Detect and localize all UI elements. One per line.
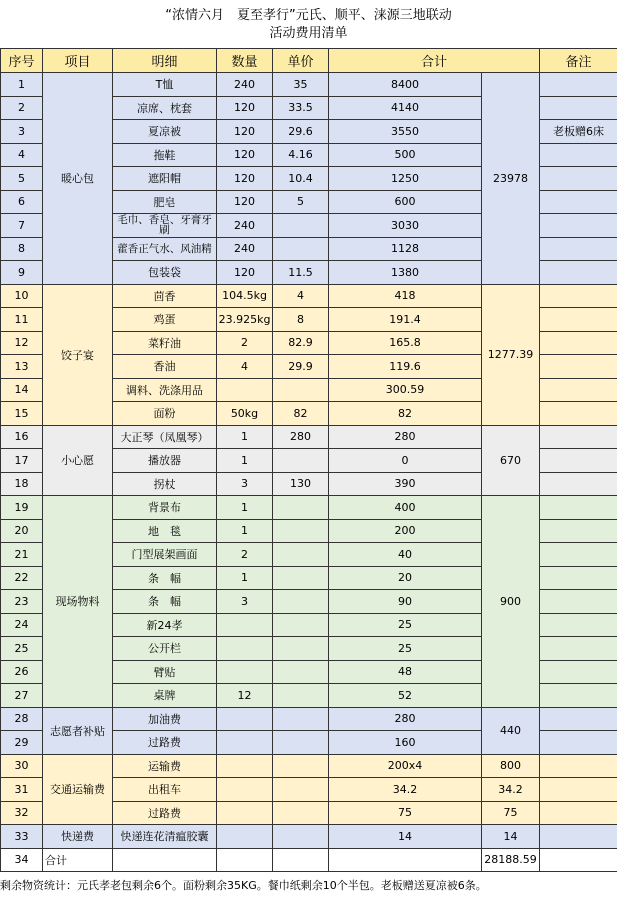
cell-note bbox=[540, 378, 617, 402]
cell-note bbox=[540, 613, 617, 637]
cell-detail: 调料、洗涤用品 bbox=[113, 378, 217, 402]
cell-price bbox=[273, 590, 329, 614]
cell-qty: 2 bbox=[217, 331, 273, 355]
table-row bbox=[1, 425, 617, 449]
cell-seq: 18 bbox=[1, 472, 43, 496]
cell-note bbox=[540, 73, 617, 97]
cell-seq: 12 bbox=[1, 331, 43, 355]
cell-seq: 28 bbox=[1, 707, 43, 731]
cell-seq: 7 bbox=[1, 214, 43, 238]
cell-group-total: 670 bbox=[482, 425, 540, 496]
cell-qty: 23.925kg bbox=[217, 308, 273, 332]
cell-note bbox=[540, 778, 617, 802]
cell-detail: 过路费 bbox=[113, 731, 217, 755]
cell-total: 500 bbox=[329, 143, 482, 167]
cell-qty bbox=[217, 660, 273, 684]
cell-price: 82 bbox=[273, 402, 329, 426]
cell-group-total: 1277.39 bbox=[482, 284, 540, 425]
header-row bbox=[1, 49, 617, 73]
cell-price bbox=[273, 801, 329, 825]
cell-item: 小心愿 bbox=[43, 425, 113, 496]
cell-total: 200 bbox=[329, 519, 482, 543]
cell-price: 8 bbox=[273, 308, 329, 332]
cell-price bbox=[273, 449, 329, 473]
cell-detail: 播放器 bbox=[113, 449, 217, 473]
cell-note bbox=[540, 660, 617, 684]
cell-price: 82.9 bbox=[273, 331, 329, 355]
cell-price bbox=[273, 731, 329, 755]
cell-note bbox=[540, 543, 617, 567]
cell-note bbox=[540, 590, 617, 614]
cell-detail: 拐杖 bbox=[113, 472, 217, 496]
cell-total: 390 bbox=[329, 472, 482, 496]
cell-item: 现场物料 bbox=[43, 496, 113, 708]
cell-total: 600 bbox=[329, 190, 482, 214]
cell-item: 饺子宴 bbox=[43, 284, 113, 425]
header-note: 备注 bbox=[540, 49, 617, 73]
cell-note bbox=[540, 425, 617, 449]
cell-seq: 29 bbox=[1, 731, 43, 755]
cell-detail: 菜籽油 bbox=[113, 331, 217, 355]
cell-note bbox=[540, 308, 617, 332]
cell-subtotal: 75 bbox=[482, 801, 540, 825]
cell-total: 119.6 bbox=[329, 355, 482, 379]
cell-total: 400 bbox=[329, 496, 482, 520]
cell-seq: 26 bbox=[1, 660, 43, 684]
cell-total: 25 bbox=[329, 637, 482, 661]
header-detail: 明细 bbox=[113, 49, 217, 73]
cell-price: 130 bbox=[273, 472, 329, 496]
cell-price bbox=[273, 637, 329, 661]
cell-qty: 240 bbox=[217, 237, 273, 261]
cell-total: 4140 bbox=[329, 96, 482, 120]
cell-total: 8400 bbox=[329, 73, 482, 97]
cell-note bbox=[540, 190, 617, 214]
cell-item: 志愿者补贴 bbox=[43, 707, 113, 754]
header-price: 单价 bbox=[273, 49, 329, 73]
cell-total: 280 bbox=[329, 707, 482, 731]
cell-detail: 臂贴 bbox=[113, 660, 217, 684]
cell-total: 48 bbox=[329, 660, 482, 684]
cell-qty: 3 bbox=[217, 472, 273, 496]
cell-seq: 14 bbox=[1, 378, 43, 402]
cell-price bbox=[273, 543, 329, 567]
cell-detail: 凉席、枕套 bbox=[113, 96, 217, 120]
cell-total: 160 bbox=[329, 731, 482, 755]
cell-qty: 4 bbox=[217, 355, 273, 379]
cell-total: 52 bbox=[329, 684, 482, 708]
cell-note bbox=[540, 637, 617, 661]
cell-detail: 出租车 bbox=[113, 778, 217, 802]
cell-total: 1250 bbox=[329, 167, 482, 191]
cell-qty bbox=[217, 378, 273, 402]
cell-qty bbox=[217, 848, 273, 871]
table-row bbox=[1, 707, 617, 731]
cell-detail: 门型展架画面 bbox=[113, 543, 217, 567]
cell-detail: 快递连花清瘟胶囊 bbox=[113, 825, 217, 849]
cell-total: 25 bbox=[329, 613, 482, 637]
grand-total-label: 合计 bbox=[43, 848, 113, 871]
cell-detail bbox=[113, 848, 217, 871]
cell-total: 1380 bbox=[329, 261, 482, 285]
cell-price bbox=[273, 214, 329, 238]
cell-qty: 120 bbox=[217, 261, 273, 285]
cell-seq: 24 bbox=[1, 613, 43, 637]
cell-qty: 1 bbox=[217, 449, 273, 473]
cell-qty: 104.5kg bbox=[217, 284, 273, 308]
cell-detail: 鸡蛋 bbox=[113, 308, 217, 332]
cell-detail: 条 幅 bbox=[113, 590, 217, 614]
cell-group-total: 440 bbox=[482, 707, 540, 754]
cell-note bbox=[540, 143, 617, 167]
header-seq: 序号 bbox=[1, 49, 43, 73]
cell-detail: 新24孝 bbox=[113, 613, 217, 637]
cell-price bbox=[273, 825, 329, 849]
cell-note bbox=[540, 707, 617, 731]
cell-detail: 过路费 bbox=[113, 801, 217, 825]
cell-total: 40 bbox=[329, 543, 482, 567]
cell-total: 1128 bbox=[329, 237, 482, 261]
remaining-stock-note: 剩余物资统计：元氏孝老包剩余6个。面粉剩余35KG。餐巾纸剩余10个半包。老板赠送夏凉被6条。 bbox=[0, 879, 487, 892]
cell-note bbox=[540, 566, 617, 590]
cell-qty bbox=[217, 637, 273, 661]
cell-seq: 27 bbox=[1, 684, 43, 708]
table-row bbox=[1, 825, 617, 849]
cell-note bbox=[540, 731, 617, 755]
cell-item: 交通运输费 bbox=[43, 754, 113, 825]
cell-detail: 面粉 bbox=[113, 402, 217, 426]
cell-seq: 11 bbox=[1, 308, 43, 332]
cell-detail: 夏凉被 bbox=[113, 120, 217, 144]
cell-subtotal: 800 bbox=[482, 754, 540, 778]
table-row bbox=[1, 284, 617, 308]
cell-qty: 50kg bbox=[217, 402, 273, 426]
cell-price: 33.5 bbox=[273, 96, 329, 120]
cell-total: 75 bbox=[329, 801, 482, 825]
cell-total: 300.59 bbox=[329, 378, 482, 402]
cell-seq: 16 bbox=[1, 425, 43, 449]
cell-note bbox=[540, 801, 617, 825]
cell-qty: 240 bbox=[217, 214, 273, 238]
cell-detail: 毛巾、香皂、牙膏牙刷 bbox=[113, 214, 217, 238]
grand-total-value: 28188.59 bbox=[482, 848, 540, 871]
cell-price bbox=[273, 566, 329, 590]
cell-seq: 10 bbox=[1, 284, 43, 308]
cell-seq: 5 bbox=[1, 167, 43, 191]
cell-price bbox=[273, 684, 329, 708]
cell-note: 老板赠6床 bbox=[540, 120, 617, 144]
cell-note bbox=[540, 284, 617, 308]
cell-note bbox=[540, 519, 617, 543]
cell-seq: 1 bbox=[1, 73, 43, 97]
cell-note bbox=[540, 261, 617, 285]
cell-price bbox=[273, 237, 329, 261]
cell-total: 191.4 bbox=[329, 308, 482, 332]
cell-qty bbox=[217, 801, 273, 825]
cell-price bbox=[273, 778, 329, 802]
cell-detail: 桌牌 bbox=[113, 684, 217, 708]
cell-note bbox=[540, 167, 617, 191]
cell-qty: 240 bbox=[217, 73, 273, 97]
cell-seq: 3 bbox=[1, 120, 43, 144]
cell-qty: 12 bbox=[217, 684, 273, 708]
cell-total: 20 bbox=[329, 566, 482, 590]
table-row bbox=[1, 754, 617, 778]
cell-qty bbox=[217, 754, 273, 778]
cell-qty bbox=[217, 778, 273, 802]
cell-qty: 120 bbox=[217, 120, 273, 144]
cell-note bbox=[540, 848, 617, 871]
cell-qty: 1 bbox=[217, 496, 273, 520]
header-item: 项目 bbox=[43, 49, 113, 73]
cell-group-total: 23978 bbox=[482, 73, 540, 285]
table-row bbox=[1, 496, 617, 520]
cell-total: 14 bbox=[329, 825, 482, 849]
cell-total: 165.8 bbox=[329, 331, 482, 355]
cell-item: 暖心包 bbox=[43, 73, 113, 285]
cell-price: 4.16 bbox=[273, 143, 329, 167]
cell-seq: 8 bbox=[1, 237, 43, 261]
summary-row bbox=[1, 848, 617, 871]
cell-note bbox=[540, 96, 617, 120]
cell-price bbox=[273, 496, 329, 520]
cell-detail: 公开栏 bbox=[113, 637, 217, 661]
cell-price bbox=[273, 660, 329, 684]
cell-note bbox=[540, 355, 617, 379]
cell-price: 280 bbox=[273, 425, 329, 449]
expense-table bbox=[0, 48, 617, 872]
cell-seq: 9 bbox=[1, 261, 43, 285]
cell-total: 418 bbox=[329, 284, 482, 308]
cell-qty: 1 bbox=[217, 425, 273, 449]
cell-seq: 23 bbox=[1, 590, 43, 614]
cell-detail: 运输费 bbox=[113, 754, 217, 778]
cell-detail: 大正琴（凤凰琴） bbox=[113, 425, 217, 449]
cell-total: 200x4 bbox=[329, 754, 482, 778]
cell-seq: 33 bbox=[1, 825, 43, 849]
cell-detail: 拖鞋 bbox=[113, 143, 217, 167]
cell-qty bbox=[217, 707, 273, 731]
cell-note bbox=[540, 684, 617, 708]
cell-detail: 香油 bbox=[113, 355, 217, 379]
cell-qty bbox=[217, 731, 273, 755]
cell-seq: 25 bbox=[1, 637, 43, 661]
cell-detail: 遮阳帽 bbox=[113, 167, 217, 191]
cell-qty: 120 bbox=[217, 143, 273, 167]
cell-seq: 19 bbox=[1, 496, 43, 520]
cell-note bbox=[540, 825, 617, 849]
cell-qty: 120 bbox=[217, 167, 273, 191]
cell-group-total: 900 bbox=[482, 496, 540, 708]
cell-seq: 22 bbox=[1, 566, 43, 590]
cell-seq: 34 bbox=[1, 848, 43, 871]
cell-total: 90 bbox=[329, 590, 482, 614]
cell-detail: 肥皂 bbox=[113, 190, 217, 214]
cell-price: 10.4 bbox=[273, 167, 329, 191]
cell-item: 快递费 bbox=[43, 825, 113, 849]
table-row bbox=[1, 73, 617, 97]
cell-detail: 茴香 bbox=[113, 284, 217, 308]
cell-seq: 32 bbox=[1, 801, 43, 825]
header-qty: 数量 bbox=[217, 49, 273, 73]
cell-price: 4 bbox=[273, 284, 329, 308]
cell-price bbox=[273, 378, 329, 402]
cell-detail: 地 毯 bbox=[113, 519, 217, 543]
cell-detail: 藿香正气水、风油精 bbox=[113, 237, 217, 261]
cell-total: 3550 bbox=[329, 120, 482, 144]
cell-detail: 包装袋 bbox=[113, 261, 217, 285]
cell-seq: 6 bbox=[1, 190, 43, 214]
cell-seq: 2 bbox=[1, 96, 43, 120]
cell-subtotal: 34.2 bbox=[482, 778, 540, 802]
cell-total: 82 bbox=[329, 402, 482, 426]
cell-seq: 15 bbox=[1, 402, 43, 426]
cell-note bbox=[540, 214, 617, 238]
title-line-1: “浓情六月 夏至孝行”元氏、顺平、涞源三地联动 bbox=[165, 8, 452, 23]
cell-note bbox=[540, 449, 617, 473]
cell-qty: 1 bbox=[217, 566, 273, 590]
cell-total bbox=[329, 848, 482, 871]
header-total: 合计 bbox=[329, 49, 540, 73]
cell-price bbox=[273, 613, 329, 637]
cell-total: 3030 bbox=[329, 214, 482, 238]
cell-note bbox=[540, 472, 617, 496]
cell-note bbox=[540, 237, 617, 261]
cell-price bbox=[273, 754, 329, 778]
cell-total: 280 bbox=[329, 425, 482, 449]
cell-price: 5 bbox=[273, 190, 329, 214]
cell-seq: 31 bbox=[1, 778, 43, 802]
cell-note bbox=[540, 496, 617, 520]
cell-detail: T恤 bbox=[113, 73, 217, 97]
cell-seq: 30 bbox=[1, 754, 43, 778]
cell-seq: 21 bbox=[1, 543, 43, 567]
cell-price: 11.5 bbox=[273, 261, 329, 285]
cell-price bbox=[273, 848, 329, 871]
title-line-2: 活动费用清单 bbox=[269, 26, 348, 41]
cell-note bbox=[540, 754, 617, 778]
cell-qty: 3 bbox=[217, 590, 273, 614]
document-title bbox=[0, 0, 617, 48]
cell-note bbox=[540, 331, 617, 355]
cell-price: 29.6 bbox=[273, 120, 329, 144]
cell-qty: 1 bbox=[217, 519, 273, 543]
cell-total: 34.2 bbox=[329, 778, 482, 802]
cell-qty bbox=[217, 825, 273, 849]
cell-note bbox=[540, 402, 617, 426]
cell-seq: 17 bbox=[1, 449, 43, 473]
cell-group-total: 14 bbox=[482, 825, 540, 849]
cell-seq: 4 bbox=[1, 143, 43, 167]
cell-detail: 背景布 bbox=[113, 496, 217, 520]
cell-qty: 2 bbox=[217, 543, 273, 567]
cell-qty: 120 bbox=[217, 190, 273, 214]
cell-detail: 加油费 bbox=[113, 707, 217, 731]
cell-detail: 条 幅 bbox=[113, 566, 217, 590]
cell-qty bbox=[217, 613, 273, 637]
cell-price: 35 bbox=[273, 73, 329, 97]
cell-seq: 13 bbox=[1, 355, 43, 379]
cell-price: 29.9 bbox=[273, 355, 329, 379]
cell-qty: 120 bbox=[217, 96, 273, 120]
cell-price bbox=[273, 519, 329, 543]
cell-total: 0 bbox=[329, 449, 482, 473]
cell-price bbox=[273, 707, 329, 731]
cell-seq: 20 bbox=[1, 519, 43, 543]
